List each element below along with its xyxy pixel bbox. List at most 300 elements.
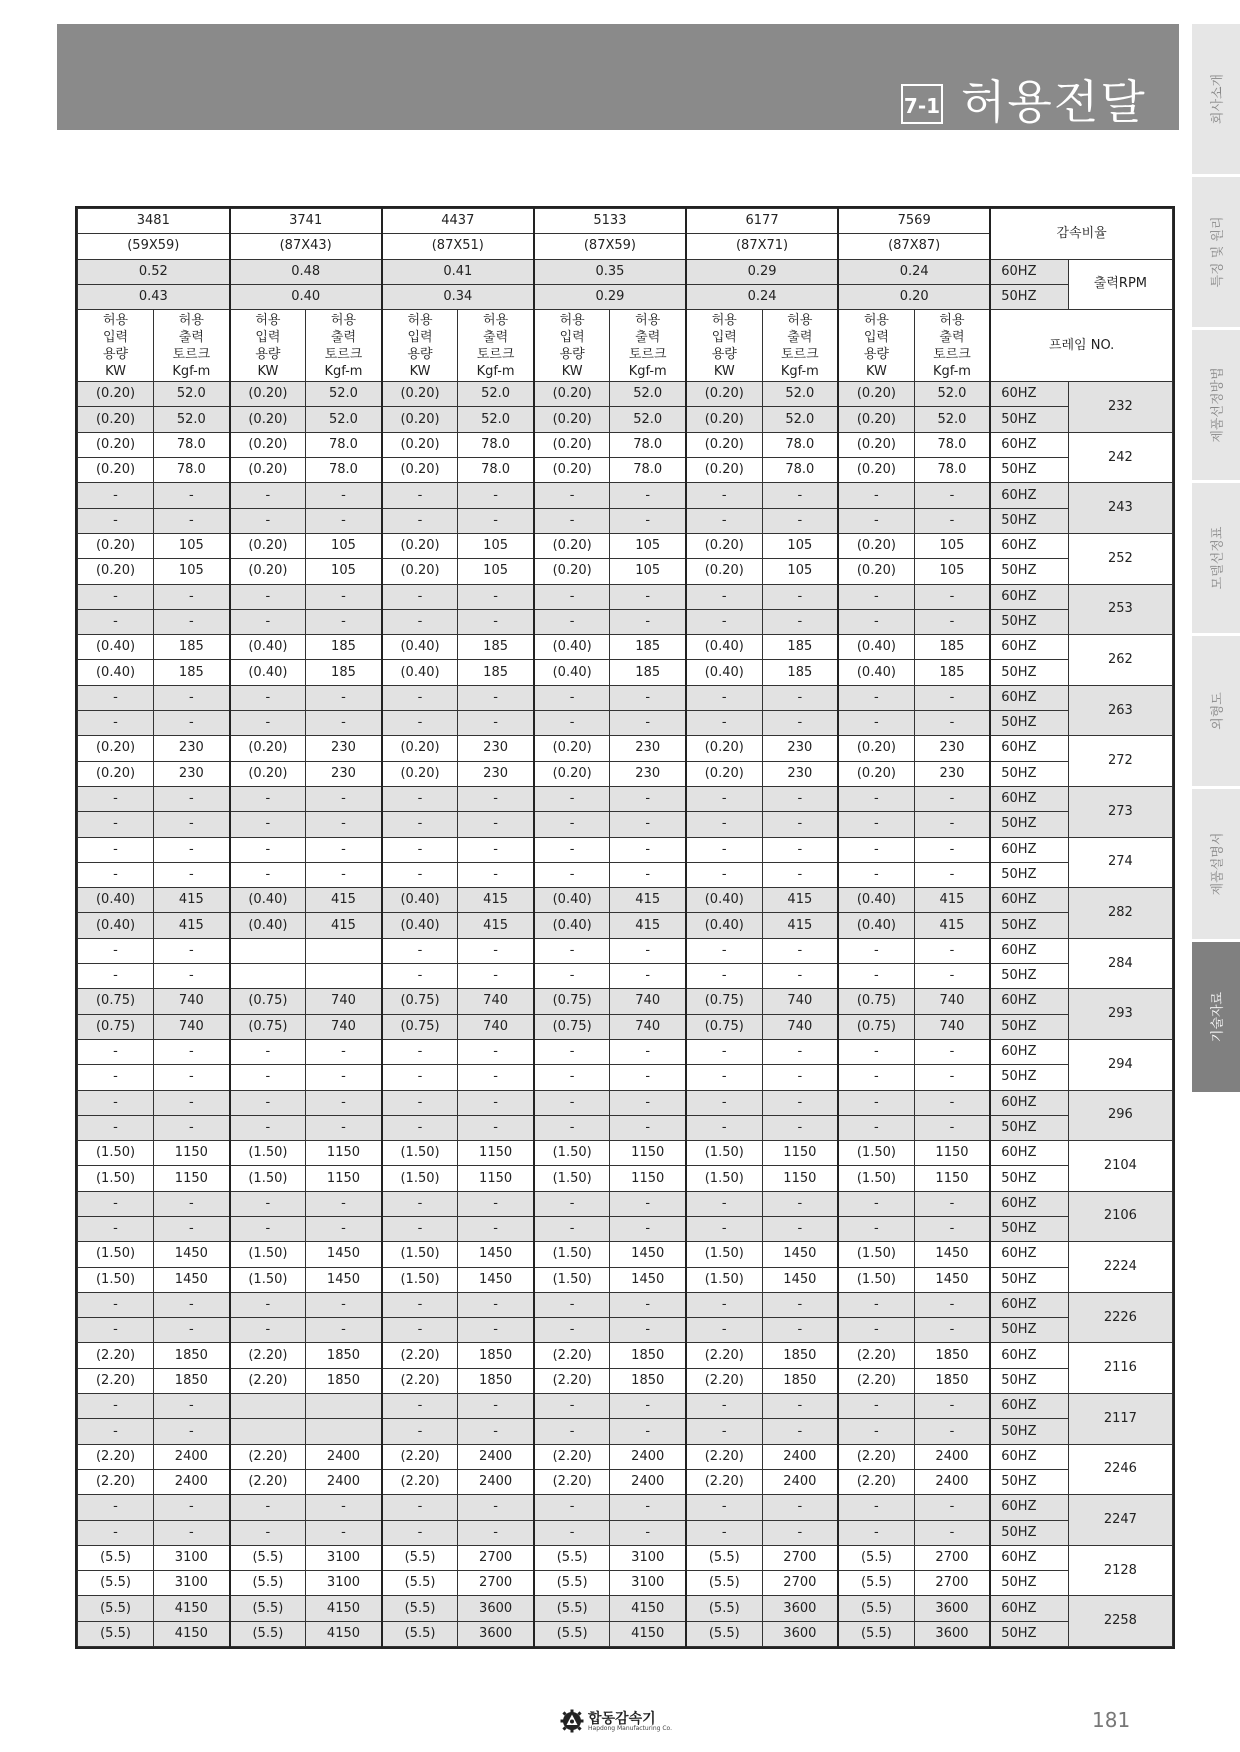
output-torque-cell: - [762,483,838,508]
output-torque-cell: 52.0 [154,382,230,407]
output-torque-cell: - [154,584,230,609]
input-kw-cell: (2.20) [534,1469,610,1494]
input-kw-cell: - [78,685,154,710]
output-torque-cell: - [458,938,534,963]
output-torque-cell: 105 [458,533,534,558]
rpm-60-value: 0.48 [230,259,382,284]
input-kw-cell: (5.5) [382,1571,458,1596]
input-kw-cell: - [534,1520,610,1545]
input-kw-cell: (0.20) [230,407,306,432]
input-kw-cell: - [534,1216,610,1241]
input-kw-cell: - [382,786,458,811]
table-row [78,432,1173,457]
output-torque-cell: - [762,837,838,862]
output-torque-cell: - [306,1191,382,1216]
input-kw-cell: - [686,1191,762,1216]
output-torque-cell: - [154,837,230,862]
input-kw-cell: - [534,609,610,634]
input-kw-cell [230,1419,306,1444]
side-tab-1[interactable] [1192,177,1240,327]
output-torque-cell: 1450 [154,1242,230,1267]
input-kw-cell: (2.20) [686,1444,762,1469]
output-torque-cell: - [914,1191,990,1216]
frame-no: 273 [1068,786,1172,837]
input-kw-cell: (1.50) [78,1267,154,1292]
hz-label: 60HZ [990,1292,1068,1317]
rpm-50-value: 0.20 [838,284,990,309]
input-kw-cell: (5.5) [838,1596,914,1621]
input-kw-cell: (2.20) [230,1343,306,1368]
input-kw-cell: - [382,812,458,837]
output-torque-cell: - [458,1419,534,1444]
output-torque-cell: 1850 [458,1368,534,1393]
input-kw-cell: (1.50) [686,1242,762,1267]
table-row [78,1014,1173,1039]
output-torque-cell: - [458,1394,534,1419]
input-kw-cell: - [78,1318,154,1343]
output-torque-cell: 1850 [306,1368,382,1393]
input-kw-cell: - [686,1394,762,1419]
output-torque-cell: 1450 [762,1267,838,1292]
table-row [78,660,1173,685]
company-name: 합동감속기 [588,1711,656,1727]
table-row [78,989,1173,1014]
input-kw-cell: (1.50) [838,1242,914,1267]
table-row [78,711,1173,736]
output-torque-cell: - [914,1520,990,1545]
output-torque-cell: 740 [306,989,382,1014]
input-kw-cell: - [78,508,154,533]
input-kw-cell: - [686,1292,762,1317]
input-kw-cell: - [78,1394,154,1419]
input-kw-cell: - [534,964,610,989]
output-torque-cell: - [762,711,838,736]
output-torque-cell: 3600 [762,1596,838,1621]
output-torque-cell: - [458,483,534,508]
output-torque-cell: 3600 [458,1596,534,1621]
output-torque-cell: 1450 [610,1267,686,1292]
hz-label: 60HZ [990,736,1068,761]
frame-no: 2224 [1068,1242,1172,1293]
output-torque-cell: 415 [306,888,382,913]
output-torque-cell: - [306,685,382,710]
output-torque-cell: - [914,711,990,736]
table-row [78,1292,1173,1317]
input-kw-cell: (1.50) [230,1141,306,1166]
input-kw-cell: (0.20) [534,407,610,432]
output-torque-cell: 52.0 [762,407,838,432]
input-kw-cell: - [686,1090,762,1115]
input-kw-cell: (0.20) [534,761,610,786]
hz-label: 60HZ [990,786,1068,811]
output-torque-cell: 415 [762,888,838,913]
table-row [78,1318,1173,1343]
output-torque-cell: - [154,1419,230,1444]
output-torque-cell: - [914,685,990,710]
ratio-header: 3741 [230,209,382,234]
input-kw-cell: - [686,812,762,837]
output-torque-cell: 740 [306,1014,382,1039]
input-kw-cell: (0.20) [686,407,762,432]
input-kw-cell: (1.50) [534,1267,610,1292]
output-torque-cell: - [914,1065,990,1090]
input-kw-cell: (1.50) [382,1267,458,1292]
input-kw-cell: - [838,1495,914,1520]
output-torque-cell: - [154,862,230,887]
table-row [78,209,1173,234]
input-kw-cell: (0.20) [686,736,762,761]
side-tab-3[interactable] [1192,483,1240,633]
output-torque-cell: 3100 [154,1571,230,1596]
side-tab-label: 모델선정표 [1210,526,1226,590]
output-torque-cell: 740 [914,1014,990,1039]
output-torque-cell: 740 [154,1014,230,1039]
output-torque-cell: 1450 [458,1267,534,1292]
frame-no: 2104 [1068,1141,1172,1192]
table-row [78,1191,1173,1216]
output-torque-cell: 3600 [914,1596,990,1621]
output-torque-cell: 1850 [914,1343,990,1368]
table-row [78,407,1173,432]
input-kw-cell: (0.20) [686,761,762,786]
input-kw-cell: - [534,1039,610,1064]
input-kw-cell: - [534,812,610,837]
input-kw-cell: - [534,862,610,887]
input-kw-cell: - [230,862,306,887]
table-row [78,1621,1173,1646]
input-kw-cell: (5.5) [78,1545,154,1570]
output-torque-cell: 740 [762,989,838,1014]
input-kw-cell: (0.40) [838,660,914,685]
output-torque-cell: - [610,837,686,862]
output-torque-cell: 740 [914,989,990,1014]
input-kw-cell: - [686,1318,762,1343]
output-torque-cell: 4150 [306,1621,382,1646]
output-torque-cell: 3600 [458,1621,534,1646]
output-torque-cell: - [914,964,990,989]
hz-label: 50HZ [990,284,1068,309]
output-torque-cell: - [458,812,534,837]
input-kw-cell: - [838,685,914,710]
input-kw-cell: (0.40) [78,888,154,913]
output-torque-cell: - [610,1039,686,1064]
input-kw-cell: (0.40) [534,660,610,685]
input-kw-cell: (0.20) [78,736,154,761]
hz-label: 50HZ [990,559,1068,584]
table-row [78,837,1173,862]
input-kw-cell: (0.75) [534,1014,610,1039]
rpm-50-value: 0.40 [230,284,382,309]
output-torque-cell: 1150 [610,1141,686,1166]
ratio-split: (87X87) [838,234,990,259]
input-kw-cell: (0.75) [382,989,458,1014]
output-torque-cell: - [914,1394,990,1419]
input-kw-cell: (1.50) [78,1166,154,1191]
ratio-header: 3481 [78,209,230,234]
output-torque-cell: - [458,1191,534,1216]
input-kw-cell: - [382,837,458,862]
input-kw-cell: (0.40) [78,660,154,685]
table-row [78,1343,1173,1368]
table-row [78,1242,1173,1267]
hz-label: 60HZ [990,432,1068,457]
input-kw-cell: (1.50) [78,1141,154,1166]
output-torque-cell: - [762,1090,838,1115]
ratio-header: 5133 [534,209,686,234]
output-torque-cell: 415 [762,913,838,938]
input-kw-cell: - [230,609,306,634]
output-torque-cell: 2400 [610,1444,686,1469]
input-kw-cell: (0.75) [838,1014,914,1039]
hz-label: 50HZ [990,1065,1068,1090]
frame-no: 2128 [1068,1545,1172,1596]
output-torque-cell: - [154,938,230,963]
frame-no: 296 [1068,1090,1172,1141]
output-torque-cell: - [610,1419,686,1444]
input-kw-cell: - [838,938,914,963]
output-torque-cell: 2400 [914,1469,990,1494]
input-kw-cell: - [230,1292,306,1317]
table-row [78,1090,1173,1115]
input-kw-cell: (5.5) [78,1571,154,1596]
hz-label: 50HZ [990,1571,1068,1596]
output-torque-cell: - [306,1039,382,1064]
side-tab-6[interactable] [1192,942,1240,1092]
output-torque-cell: 52.0 [762,382,838,407]
input-kw-cell: - [838,964,914,989]
input-kw-cell: (0.40) [534,635,610,660]
header-bar [57,24,1179,195]
output-torque-cell: 4150 [306,1596,382,1621]
output-torque-cell: 105 [458,559,534,584]
table-row [78,786,1173,811]
input-kw-cell: - [838,862,914,887]
input-kw-cell: (2.20) [382,1343,458,1368]
input-kw-cell: - [78,1191,154,1216]
input-kw-cell: - [382,1090,458,1115]
input-kw-cell: - [382,711,458,736]
output-torque-cell: 1850 [610,1343,686,1368]
input-kw-cell: - [686,938,762,963]
input-kw-cell: (0.20) [686,432,762,457]
input-kw-cell: (2.20) [838,1444,914,1469]
output-torque-cell: - [458,584,534,609]
output-torque-cell: 2400 [914,1444,990,1469]
input-kw-cell: (1.50) [230,1267,306,1292]
input-kw-cell: (5.5) [230,1596,306,1621]
output-torque-cell: 105 [914,559,990,584]
output-torque-cell: 230 [306,736,382,761]
ratio-split: (87X43) [230,234,382,259]
unit-input-kw: 허용 입력 용량 KW [686,310,762,382]
input-kw-cell: (0.75) [838,989,914,1014]
output-torque-cell: - [610,711,686,736]
frame-no: 274 [1068,837,1172,888]
ratio-header: 6177 [686,209,838,234]
hz-label: 60HZ [990,1090,1068,1115]
output-torque-cell: - [306,1115,382,1140]
input-kw-cell: (1.50) [838,1267,914,1292]
output-torque-cell: 52.0 [610,382,686,407]
input-kw-cell: - [78,938,154,963]
input-kw-cell: - [534,938,610,963]
input-kw-cell: - [230,1318,306,1343]
table-row [78,1141,1173,1166]
rpm-50-value: 0.43 [78,284,230,309]
hz-label: 50HZ [990,1621,1068,1646]
input-kw-cell: (2.20) [382,1444,458,1469]
output-torque-cell: - [610,1318,686,1343]
input-kw-cell: (1.50) [382,1141,458,1166]
input-kw-cell: (0.20) [838,736,914,761]
output-torque-cell: - [610,862,686,887]
output-torque-cell: - [762,938,838,963]
output-torque-cell: - [610,1065,686,1090]
table-row [78,458,1173,483]
output-torque-cell: 2700 [914,1571,990,1596]
frame-no: 2117 [1068,1394,1172,1445]
input-kw-cell: - [686,1216,762,1241]
output-torque-cell: - [914,1292,990,1317]
input-kw-cell: - [838,1394,914,1419]
hz-label: 50HZ [990,458,1068,483]
output-torque-cell: 415 [154,913,230,938]
input-kw-cell: (2.20) [230,1368,306,1393]
output-torque-cell: 185 [914,635,990,660]
rpm-60-value: 0.41 [382,259,534,284]
input-kw-cell: (0.75) [382,1014,458,1039]
input-kw-cell: (5.5) [534,1596,610,1621]
input-kw-cell: (5.5) [230,1621,306,1646]
output-torque-cell: - [154,508,230,533]
output-torque-cell: 185 [154,660,230,685]
output-torque-cell: 185 [458,635,534,660]
output-torque-cell: - [914,483,990,508]
ratio-split: (87X71) [686,234,838,259]
rpm-50-value: 0.34 [382,284,534,309]
output-torque-cell: 52.0 [610,407,686,432]
input-kw-cell: (0.20) [838,458,914,483]
output-torque-cell: - [914,1318,990,1343]
input-kw-cell: - [838,812,914,837]
side-tab-2[interactable] [1192,330,1240,480]
input-kw-cell: (2.20) [230,1444,306,1469]
input-kw-cell: (0.40) [838,888,914,913]
output-torque-cell: - [762,786,838,811]
side-tab-4[interactable] [1192,636,1240,786]
output-torque-cell: 740 [610,1014,686,1039]
table-row [78,1115,1173,1140]
output-torque-cell: 1850 [458,1343,534,1368]
output-torque-cell: 2700 [458,1571,534,1596]
input-kw-cell: - [534,1292,610,1317]
output-torque-cell: - [762,685,838,710]
rpm-50-value: 0.24 [686,284,838,309]
output-torque-cell: - [154,1090,230,1115]
input-kw-cell: (0.40) [382,635,458,660]
frame-no: 2246 [1068,1444,1172,1495]
input-kw-cell: (2.20) [534,1444,610,1469]
output-torque-cell: 1450 [762,1242,838,1267]
capacity-table [77,208,1173,1647]
output-torque-cell: - [154,711,230,736]
output-torque-cell: 1150 [914,1141,990,1166]
input-kw-cell: - [534,1419,610,1444]
input-kw-cell: - [78,964,154,989]
output-torque-cell: - [914,812,990,837]
hz-label: 60HZ [990,584,1068,609]
input-kw-cell: (1.50) [78,1242,154,1267]
table-row [78,888,1173,913]
ratio-header: 7569 [838,209,990,234]
input-kw-cell: (1.50) [838,1141,914,1166]
hz-label: 60HZ [990,837,1068,862]
output-torque-cell: - [762,1419,838,1444]
output-torque-cell: 52.0 [154,407,230,432]
hz-label: 50HZ [990,711,1068,736]
output-torque-cell: 185 [458,660,534,685]
input-kw-cell: - [838,1216,914,1241]
output-torque-cell: - [306,1495,382,1520]
output-torque-cell: 185 [610,660,686,685]
output-torque-cell: - [914,1039,990,1064]
hz-label: 50HZ [990,913,1068,938]
output-torque-cell: - [306,1318,382,1343]
side-tab-0[interactable] [1192,24,1240,174]
input-kw-cell: (0.20) [534,432,610,457]
input-kw-cell: - [534,1090,610,1115]
output-torque-cell: - [306,862,382,887]
hz-label: 60HZ [990,938,1068,963]
input-kw-cell: (0.20) [534,458,610,483]
frame-no: 272 [1068,736,1172,787]
hz-label: 50HZ [990,964,1068,989]
input-kw-cell: - [534,1394,610,1419]
input-kw-cell: (0.20) [382,458,458,483]
hz-label: 50HZ [990,1368,1068,1393]
output-torque-cell: 740 [458,1014,534,1039]
input-kw-cell: - [838,1520,914,1545]
input-kw-cell: (0.40) [534,888,610,913]
table-row [78,382,1173,407]
frame-no: 252 [1068,533,1172,584]
table-row [78,508,1173,533]
output-torque-cell: 105 [610,559,686,584]
ratio-split: (87X59) [534,234,686,259]
input-kw-cell: (0.75) [230,1014,306,1039]
side-tab-5[interactable] [1192,789,1240,939]
output-torque-cell: 415 [458,913,534,938]
output-torque-cell: - [458,1065,534,1090]
output-torque-cell: 2400 [306,1444,382,1469]
input-kw-cell: - [382,1495,458,1520]
output-torque-cell: 1450 [458,1242,534,1267]
frame-no: 232 [1068,382,1172,433]
input-kw-cell: - [382,1191,458,1216]
input-kw-cell: (0.40) [686,888,762,913]
output-torque-cell: 4150 [154,1596,230,1621]
output-torque-cell: - [762,609,838,634]
output-torque-cell: - [610,812,686,837]
frame-no: 263 [1068,685,1172,736]
input-kw-cell: (0.20) [78,432,154,457]
output-torque-cell: 415 [914,888,990,913]
output-torque-cell: 185 [914,660,990,685]
table-row [78,1469,1173,1494]
input-kw-cell: (0.40) [686,913,762,938]
input-kw-cell: - [78,1115,154,1140]
hz-label: 60HZ [990,888,1068,913]
